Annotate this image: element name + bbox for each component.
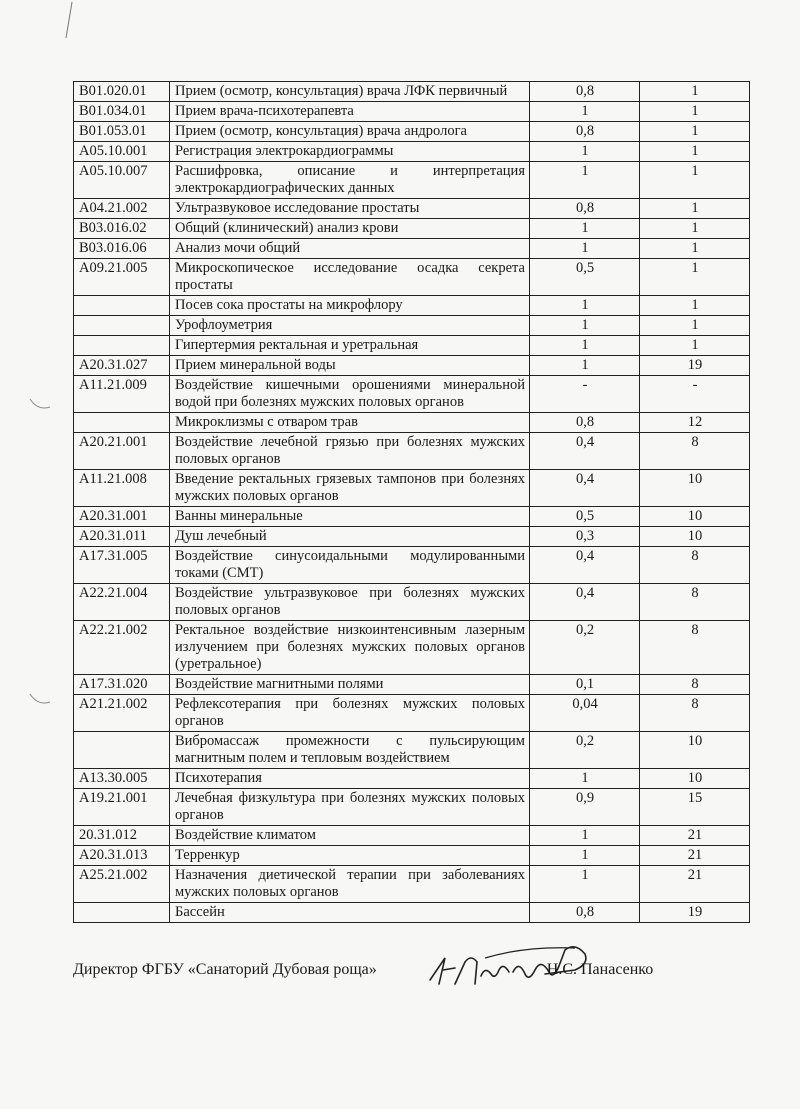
name-cell: Воздействие лечебной грязью при болезнях мужских половых органов — [170, 433, 530, 470]
code-cell: 20.31.012 — [74, 826, 170, 846]
count-cell: 15 — [640, 789, 750, 826]
code-cell — [74, 903, 170, 923]
name-cell: Общий (клинический) анализ крови — [170, 219, 530, 239]
count-cell: 8 — [640, 547, 750, 584]
code-cell: A21.21.002 — [74, 695, 170, 732]
count-cell: 21 — [640, 826, 750, 846]
count-cell: 8 — [640, 675, 750, 695]
code-cell: B03.016.06 — [74, 239, 170, 259]
signature-line — [73, 961, 753, 979]
count-cell: 12 — [640, 413, 750, 433]
coefficient-cell: 1 — [530, 239, 640, 259]
code-cell: A09.21.005 — [74, 259, 170, 296]
table-row — [74, 621, 750, 675]
code-cell: A05.10.001 — [74, 142, 170, 162]
count-cell: 1 — [640, 102, 750, 122]
table-row — [74, 376, 750, 413]
scan-mark-icon — [60, 0, 80, 40]
services-table — [73, 81, 750, 923]
count-cell: 1 — [640, 162, 750, 199]
count-cell: 8 — [640, 584, 750, 621]
coefficient-cell: 1 — [530, 296, 640, 316]
count-cell: 1 — [640, 239, 750, 259]
coefficient-cell: 0,5 — [530, 259, 640, 296]
code-cell: B01.053.01 — [74, 122, 170, 142]
services-table-body — [74, 82, 750, 923]
coefficient-cell: 0,8 — [530, 903, 640, 923]
name-cell: Микроклизмы с отваром трав — [170, 413, 530, 433]
coefficient-cell: 0,4 — [530, 470, 640, 507]
code-cell: A17.31.005 — [74, 547, 170, 584]
name-cell: Ректальное воздействие низкоинтенсивным лазерным излучением при болезнях мужских половых органов (уретральное) — [170, 621, 530, 675]
coefficient-cell: 1 — [530, 846, 640, 866]
scan-mark-icon — [28, 690, 52, 710]
count-cell: 10 — [640, 470, 750, 507]
table-row — [74, 470, 750, 507]
table-row — [74, 413, 750, 433]
name-cell: Воздействие климатом — [170, 826, 530, 846]
coefficient-cell: 0,9 — [530, 789, 640, 826]
table-row — [74, 259, 750, 296]
count-cell: 1 — [640, 219, 750, 239]
code-cell: A19.21.001 — [74, 789, 170, 826]
code-cell: B01.020.01 — [74, 82, 170, 102]
count-cell: 1 — [640, 199, 750, 219]
code-cell — [74, 316, 170, 336]
code-cell: A22.21.002 — [74, 621, 170, 675]
table-row — [74, 199, 750, 219]
count-cell: 21 — [640, 846, 750, 866]
table-row — [74, 356, 750, 376]
code-cell: A13.30.005 — [74, 769, 170, 789]
name-cell: Прием врача-психотерапевта — [170, 102, 530, 122]
code-cell: A20.31.011 — [74, 527, 170, 547]
table-row — [74, 296, 750, 316]
name-cell: Психотерапия — [170, 769, 530, 789]
coefficient-cell: 0,8 — [530, 199, 640, 219]
table-row — [74, 584, 750, 621]
name-cell: Анализ мочи общий — [170, 239, 530, 259]
table-row — [74, 162, 750, 199]
code-cell: A20.31.027 — [74, 356, 170, 376]
coefficient-cell: - — [530, 376, 640, 413]
count-cell: 1 — [640, 82, 750, 102]
count-cell: 8 — [640, 621, 750, 675]
name-cell: Прием (осмотр, консультация) врача ЛФК первичный — [170, 82, 530, 102]
name-cell: Воздействие магнитными полями — [170, 675, 530, 695]
table-row — [74, 903, 750, 923]
count-cell: 1 — [640, 142, 750, 162]
count-cell: 10 — [640, 732, 750, 769]
table-row — [74, 789, 750, 826]
code-cell — [74, 732, 170, 769]
name-cell: Терренкур — [170, 846, 530, 866]
name-cell: Вибромассаж промежности с пульсирующим магнитным полем и тепловым воздействием — [170, 732, 530, 769]
coefficient-cell: 0,1 — [530, 675, 640, 695]
count-cell: 1 — [640, 122, 750, 142]
table-row — [74, 102, 750, 122]
count-cell: 1 — [640, 336, 750, 356]
count-cell: 10 — [640, 527, 750, 547]
table-row — [74, 82, 750, 102]
coefficient-cell: 1 — [530, 219, 640, 239]
name-cell: Ультразвуковое исследование простаты — [170, 199, 530, 219]
code-cell: A17.31.020 — [74, 675, 170, 695]
name-cell: Воздействие кишечными орошениями минеральной водой при болезнях мужских половых органов — [170, 376, 530, 413]
code-cell: A25.21.002 — [74, 866, 170, 903]
coefficient-cell: 0,5 — [530, 507, 640, 527]
table-row — [74, 219, 750, 239]
count-cell: 19 — [640, 903, 750, 923]
coefficient-cell: 1 — [530, 162, 640, 199]
table-row — [74, 507, 750, 527]
coefficient-cell: 0,2 — [530, 621, 640, 675]
count-cell: 21 — [640, 866, 750, 903]
code-cell: A20.21.001 — [74, 433, 170, 470]
table-row — [74, 527, 750, 547]
name-cell: Рефлексотерапия при болезнях мужских половых органов — [170, 695, 530, 732]
count-cell: 10 — [640, 507, 750, 527]
code-cell: B01.034.01 — [74, 102, 170, 122]
count-cell: 1 — [640, 316, 750, 336]
coefficient-cell: 0,3 — [530, 527, 640, 547]
count-cell: 1 — [640, 259, 750, 296]
coefficient-cell: 1 — [530, 356, 640, 376]
coefficient-cell: 0,8 — [530, 413, 640, 433]
code-cell: A05.10.007 — [74, 162, 170, 199]
code-cell: A22.21.004 — [74, 584, 170, 621]
coefficient-cell: 0,4 — [530, 547, 640, 584]
name-cell: Душ лечебный — [170, 527, 530, 547]
code-cell: A20.31.013 — [74, 846, 170, 866]
name-cell: Посев сока простаты на микрофлору — [170, 296, 530, 316]
table-row — [74, 336, 750, 356]
table-row — [74, 122, 750, 142]
table-row — [74, 142, 750, 162]
name-cell: Регистрация электрокардиограммы — [170, 142, 530, 162]
name-cell: Бассейн — [170, 903, 530, 923]
name-cell: Воздействие ультразвуковое при болезнях мужских половых органов — [170, 584, 530, 621]
coefficient-cell: 1 — [530, 826, 640, 846]
code-cell: A11.21.008 — [74, 470, 170, 507]
table-row — [74, 547, 750, 584]
name-cell: Прием минеральной воды — [170, 356, 530, 376]
code-cell: A04.21.002 — [74, 199, 170, 219]
coefficient-cell: 1 — [530, 866, 640, 903]
code-cell: A20.31.001 — [74, 507, 170, 527]
name-cell: Воздействие синусоидальными модулированными токами (СМТ) — [170, 547, 530, 584]
name-cell: Гипертермия ректальная и уретральная — [170, 336, 530, 356]
name-cell: Прием (осмотр, консультация) врача андролога — [170, 122, 530, 142]
name-cell: Урофлоуметрия — [170, 316, 530, 336]
code-cell: A11.21.009 — [74, 376, 170, 413]
name-cell: Лечебная физкультура при болезнях мужских половых органов — [170, 789, 530, 826]
name-cell: Ванны минеральные — [170, 507, 530, 527]
count-cell: 8 — [640, 695, 750, 732]
coefficient-cell: 0,4 — [530, 433, 640, 470]
coefficient-cell: 0,8 — [530, 82, 640, 102]
coefficient-cell: 1 — [530, 142, 640, 162]
table-row — [74, 433, 750, 470]
code-cell — [74, 336, 170, 356]
coefficient-cell: 1 — [530, 336, 640, 356]
count-cell: 8 — [640, 433, 750, 470]
count-cell: - — [640, 376, 750, 413]
name-cell: Введение ректальных грязевых тампонов при болезнях мужских половых органов — [170, 470, 530, 507]
table-row — [74, 769, 750, 789]
count-cell: 19 — [640, 356, 750, 376]
table-row — [74, 239, 750, 259]
coefficient-cell: 0,2 — [530, 732, 640, 769]
table-row — [74, 695, 750, 732]
coefficient-cell: 0,04 — [530, 695, 640, 732]
director-label: Директор ФГБУ «Санаторий Дубовая роща» — [73, 961, 377, 978]
coefficient-cell: 1 — [530, 769, 640, 789]
coefficient-cell: 0,4 — [530, 584, 640, 621]
name-cell: Микроскопическое исследование осадка секрета простаты — [170, 259, 530, 296]
table-row — [74, 866, 750, 903]
table-row — [74, 675, 750, 695]
coefficient-cell: 1 — [530, 316, 640, 336]
code-cell — [74, 296, 170, 316]
name-cell: Расшифровка, описание и интерпретация электрокардиографических данных — [170, 162, 530, 199]
name-cell: Назначения диетической терапии при заболеваниях мужских половых органов — [170, 866, 530, 903]
table-row — [74, 732, 750, 769]
count-cell: 1 — [640, 296, 750, 316]
scan-mark-icon — [28, 395, 52, 415]
count-cell: 10 — [640, 769, 750, 789]
table-row — [74, 846, 750, 866]
coefficient-cell: 1 — [530, 102, 640, 122]
coefficient-cell: 0,8 — [530, 122, 640, 142]
table-row — [74, 316, 750, 336]
table-row — [74, 826, 750, 846]
director-name: Н.С. Панасенко — [546, 961, 654, 978]
code-cell — [74, 413, 170, 433]
code-cell: B03.016.02 — [74, 219, 170, 239]
